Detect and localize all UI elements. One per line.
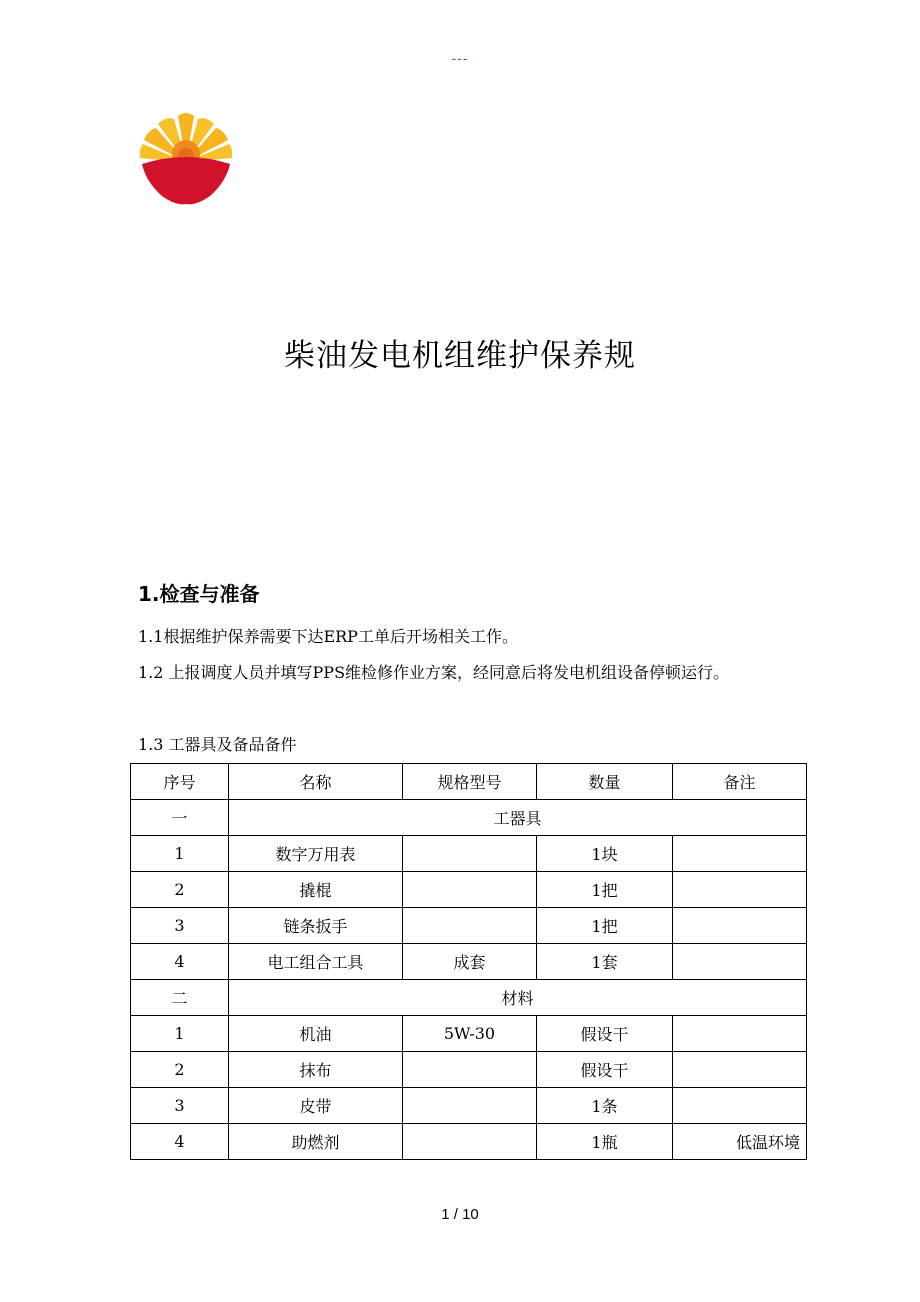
table-header-row — [131, 764, 807, 800]
cell-qty: 假设干 — [537, 1052, 673, 1088]
cell-name: 链条扳手 — [229, 908, 403, 944]
group-title: 材料 — [229, 980, 807, 1016]
table-row — [131, 1088, 807, 1124]
cell-note — [673, 1088, 807, 1124]
cell-index: 1 — [131, 836, 229, 872]
cell-spec: 成套 — [403, 944, 537, 980]
section-heading: 1.检查与准备 — [138, 582, 260, 606]
table-row — [131, 1052, 807, 1088]
cell-index: 2 — [131, 1052, 229, 1088]
cell-name: 机油 — [229, 1016, 403, 1052]
cell-qty: 1套 — [537, 944, 673, 980]
cell-spec — [403, 1124, 537, 1160]
cell-name: 助燃剂 — [229, 1124, 403, 1160]
company-logo — [136, 110, 236, 206]
cell-spec — [403, 1052, 537, 1088]
header-cell: 名称 — [229, 764, 403, 800]
cell-qty: 1条 — [537, 1088, 673, 1124]
cell-name: 皮带 — [229, 1088, 403, 1124]
header-mark: --- — [451, 50, 469, 66]
cell-spec — [403, 908, 537, 944]
cell-index: 4 — [131, 1124, 229, 1160]
group-index: 二 — [131, 980, 229, 1016]
cell-spec: 5W-30 — [403, 1016, 537, 1052]
cell-qty: 1块 — [537, 836, 673, 872]
header-cell: 备注 — [673, 764, 807, 800]
cell-name: 撬棍 — [229, 872, 403, 908]
cell-note — [673, 1016, 807, 1052]
cell-spec — [403, 1088, 537, 1124]
table-row — [131, 836, 807, 872]
cell-note — [673, 1052, 807, 1088]
cell-qty: 1瓶 — [537, 1124, 673, 1160]
header-cell: 数量 — [537, 764, 673, 800]
group-row — [131, 980, 807, 1016]
cell-name: 电工组合工具 — [229, 944, 403, 980]
table-row — [131, 872, 807, 908]
cell-name: 抹布 — [229, 1052, 403, 1088]
table-row — [131, 1124, 807, 1160]
cell-qty: 1把 — [537, 908, 673, 944]
cell-index: 2 — [131, 872, 229, 908]
group-row — [131, 800, 807, 836]
paragraph-1-2: 1.2 上报调度人员并填写PPS维检修作业方案，经同意后将发电机组设备停顿运行。 — [138, 663, 730, 682]
tools-parts-table — [130, 763, 807, 1160]
cell-index: 1 — [131, 1016, 229, 1052]
cell-qty: 1把 — [537, 872, 673, 908]
document-title: 柴油发电机组维护保养规 — [284, 338, 636, 374]
group-index: 一 — [131, 800, 229, 836]
cell-spec — [403, 872, 537, 908]
cell-note: 低温环境 — [673, 1124, 807, 1160]
cell-index: 3 — [131, 1088, 229, 1124]
logo-base — [142, 157, 230, 204]
table-row — [131, 1016, 807, 1052]
group-title: 工器具 — [229, 800, 807, 836]
cell-note — [673, 836, 807, 872]
cell-note — [673, 944, 807, 980]
paragraph-1-3: 1.3 工器具及备品备件 — [138, 735, 297, 754]
header-cell: 规格型号 — [403, 764, 537, 800]
cell-qty: 假设干 — [537, 1016, 673, 1052]
table-row — [131, 908, 807, 944]
cell-spec — [403, 836, 537, 872]
cell-name: 数字万用表 — [229, 836, 403, 872]
cell-note — [673, 908, 807, 944]
table-row — [131, 944, 807, 980]
page-number: 1 / 10 — [441, 1206, 479, 1223]
cell-index: 4 — [131, 944, 229, 980]
cell-index: 3 — [131, 908, 229, 944]
paragraph-1-1: 1.1根据维护保养需要下达ERP工单后开场相关工作。 — [138, 627, 518, 646]
cell-note — [673, 872, 807, 908]
header-cell: 序号 — [131, 764, 229, 800]
